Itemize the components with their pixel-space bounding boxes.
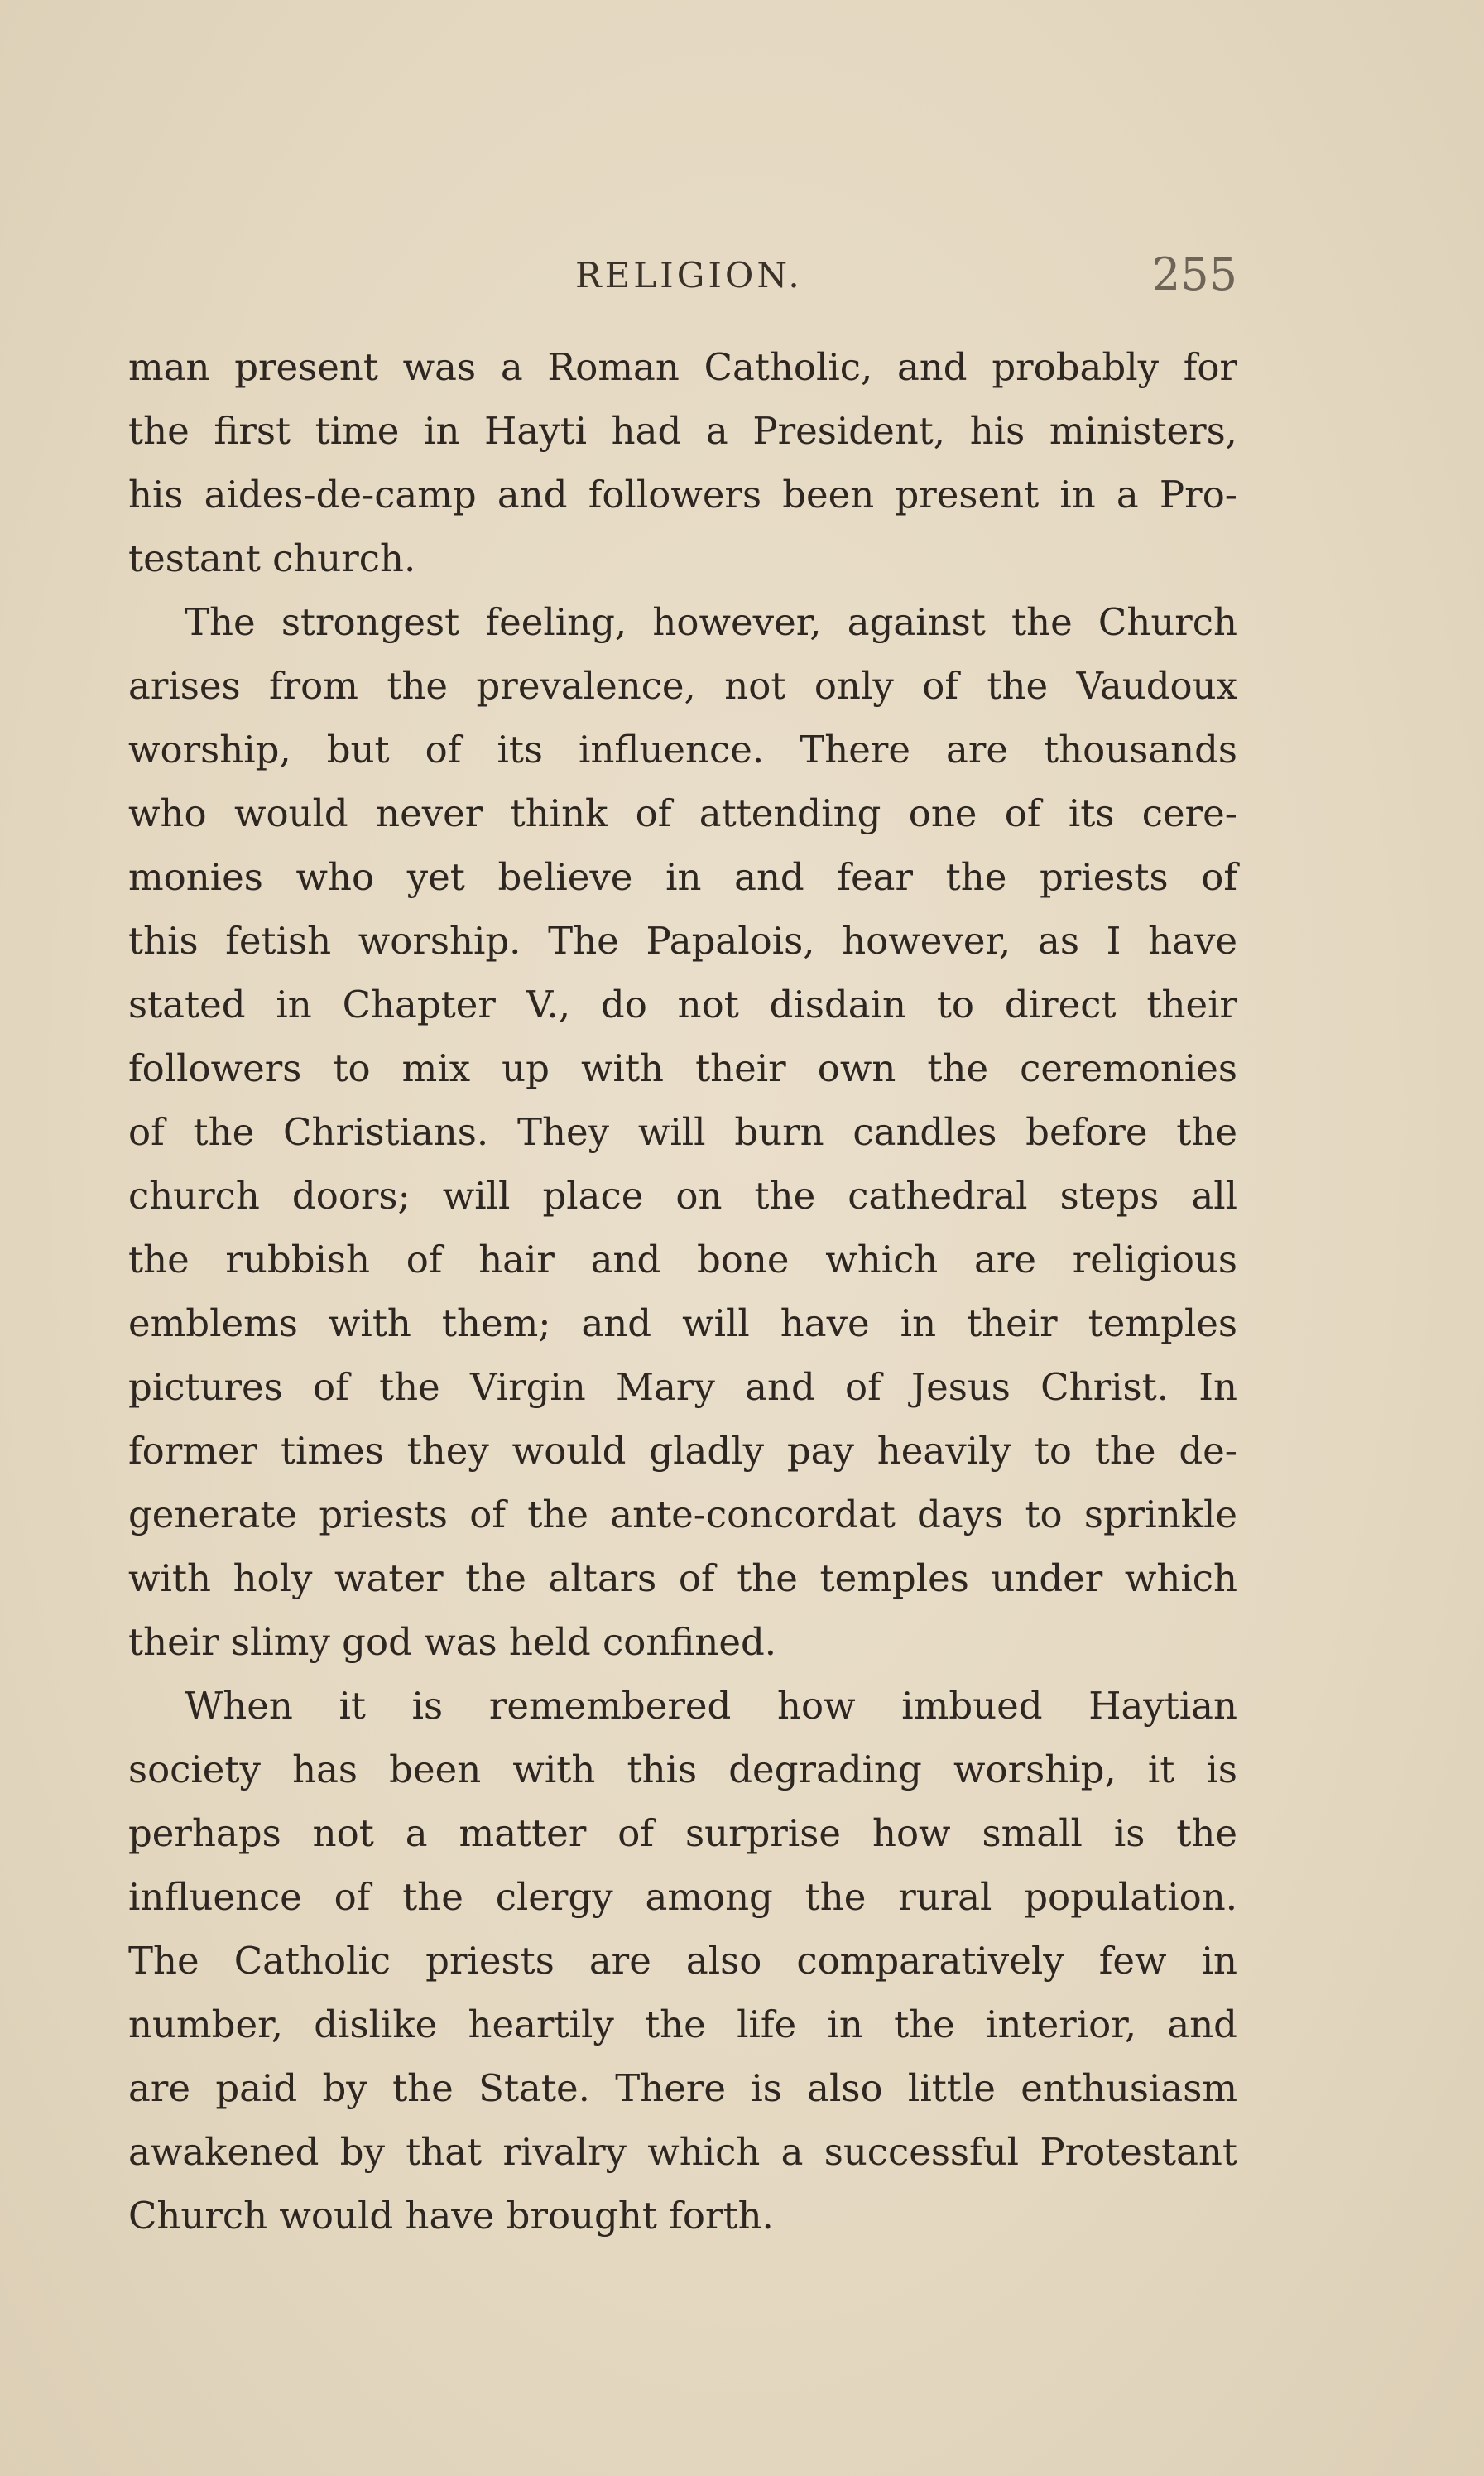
text-line: man present was a Roman Catholic, and probably for (128, 345, 1237, 389)
text-line: arises from the prevalence, not only of the Vaudoux (128, 664, 1237, 708)
text-line: followers to mix up with their own the ceremonies (128, 1046, 1237, 1090)
text-line: worship, but of its influence. There are thousands (128, 728, 1237, 772)
text-line: former times they would gladly pay heavily to the de- (128, 1429, 1237, 1473)
body-text (128, 335, 1237, 2248)
text-line: Church would have brought forth. (128, 2194, 774, 2238)
text-line: are paid by the State. There is also little enthusiasm (128, 2066, 1237, 2110)
text-line: stated in Chapter V., do not disdain to direct their (128, 983, 1237, 1026)
text-line: emblems with them; and will have in their temples (128, 1301, 1237, 1345)
running-title: RELIGION. (575, 255, 803, 296)
text-line: with holy water the altars of the temples under which (128, 1556, 1237, 1600)
text-line: their slimy god was held confined. (128, 1620, 777, 1664)
paragraph-start-line: When it is remembered how imbued Haytian (185, 1684, 1237, 1728)
text-line: who would never think of attending one of its cere- (128, 791, 1237, 835)
paragraph-start-line: The strongest feeling, however, against the Church (185, 600, 1237, 644)
text-line: the first time in Hayti had a President, his ministers, (128, 409, 1237, 453)
text-line: church doors; will place on the cathedral steps all (128, 1174, 1237, 1218)
page-number: 255 (1151, 248, 1237, 300)
text-line: society has been with this degrading worship, it is (128, 1748, 1237, 1791)
text-line: The Catholic priests are also comparatively few in (128, 1939, 1237, 1983)
text-line: awakened by that rivalry which a successful Protestant (128, 2130, 1237, 2174)
text-line: the rubbish of hair and bone which are religious (128, 1238, 1237, 1281)
text-line: his aides-de-camp and followers been present in a Pro- (128, 473, 1237, 517)
running-head (128, 248, 1237, 306)
text-line: number, dislike heartily the life in the interior, and (128, 2002, 1237, 2046)
text-line: pictures of the Virgin Mary and of Jesus Christ. In (128, 1365, 1237, 1409)
text-line: monies who yet believe in and fear the priests of (128, 855, 1237, 899)
text-line: of the Christians. They will burn candles before the (128, 1110, 1237, 1154)
text-line: perhaps not a matter of surprise how small is the (128, 1811, 1237, 1855)
text-line: influence of the clergy among the rural population. (128, 1875, 1237, 1919)
text-line: generate priests of the ante-concordat days to sprinkle (128, 1493, 1237, 1536)
text-line: this fetish worship. The Papalois, however, as I have (128, 919, 1237, 963)
text-line: testant church. (128, 536, 416, 580)
